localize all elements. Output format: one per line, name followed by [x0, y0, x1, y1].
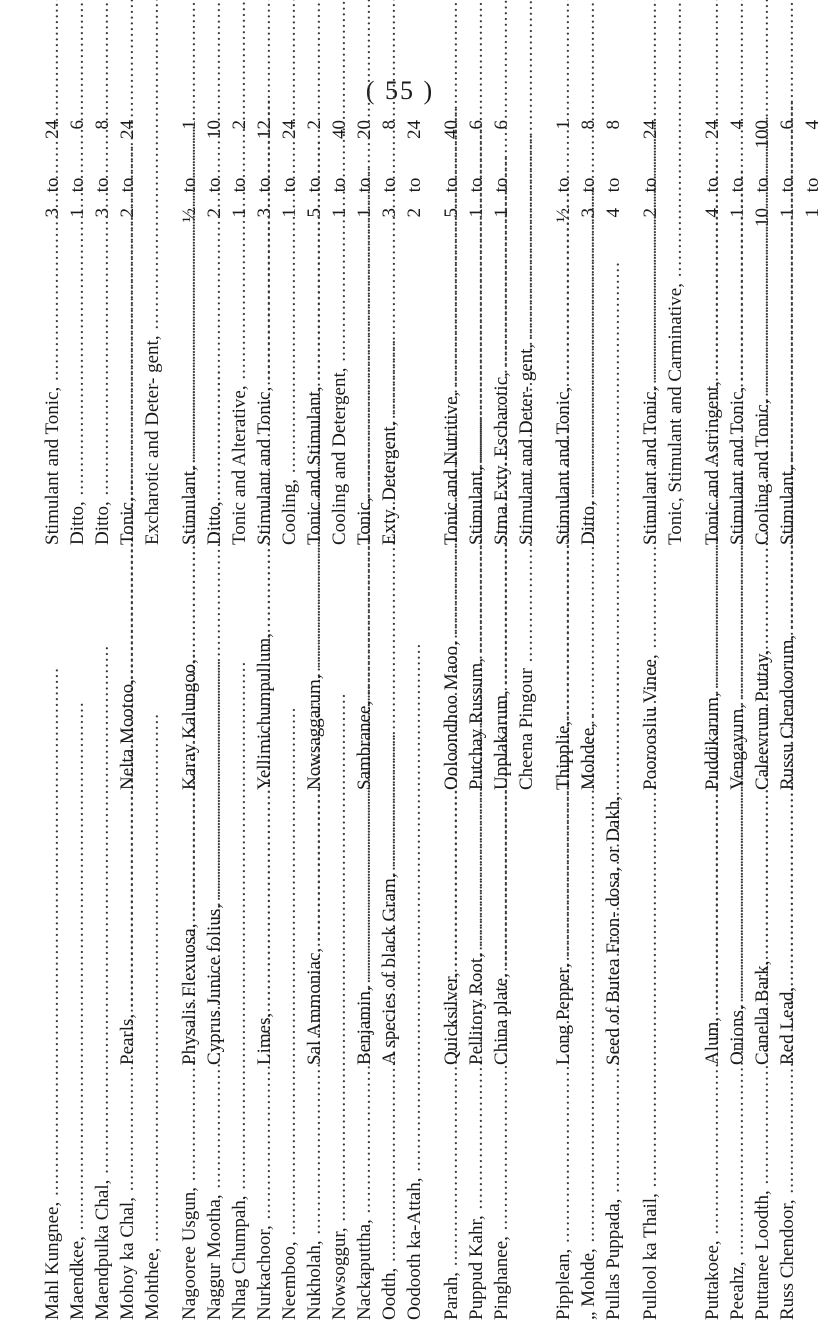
- table-row: [626, 120, 663, 1320]
- hindustani-name-cell: Nurkachoor, .....: [252, 1065, 277, 1320]
- english-name-cell: Alum, .....: [700, 790, 725, 1065]
- dose-to-word: to: [117, 177, 138, 193]
- dose-from: 3: [254, 208, 275, 218]
- dose-from: 2: [404, 208, 425, 218]
- dose-to-word: to: [441, 177, 462, 193]
- table-row: [277, 120, 302, 1320]
- hindustani-name-cell: Pinghanee, .....: [489, 1065, 514, 1320]
- english-name-cell: Long Pepper, .....: [551, 790, 576, 1065]
- dose-from: 3: [578, 208, 599, 218]
- tamil-name-cell: Vengayum, .....: [725, 545, 750, 790]
- dose-to: 4: [802, 120, 823, 130]
- tamil-name-cell: Upplakarum, .....: [489, 545, 514, 790]
- properties-cell: Exty. Detergent, .....: [377, 280, 402, 545]
- english-name-cell: China plate, .....: [489, 790, 514, 1065]
- dose-from: 2: [117, 208, 138, 218]
- hindustani-name-cell: Mohoy ka Chal, .....: [115, 1065, 140, 1320]
- tamil-name-cell: Cheena Pingour .....: [514, 545, 539, 790]
- hindustani-name-cell: Nukholah, .....: [302, 1065, 327, 1320]
- dose-to-word: to: [404, 177, 425, 193]
- tamil-name-cell: Puddikarum, .....: [700, 545, 725, 790]
- hindustani-name-cell: Nagooree Usgun, .....: [177, 1065, 202, 1320]
- table-row: [800, 120, 825, 1320]
- hindustani-name-cell: Neemboo, .....: [277, 1065, 302, 1320]
- dose-cell: [402, 120, 427, 280]
- properties-cell: Cooling and Tonic, .....: [750, 280, 775, 545]
- dose-to-word: to: [640, 177, 661, 193]
- english-name-cell: Quicksilver, .....: [439, 790, 464, 1065]
- hindustani-name-cell: Peeahz, .....: [725, 1065, 750, 1320]
- hindustani-name-cell: Puttanee Loodth, .....: [750, 1065, 775, 1320]
- hindustani-name-cell: Pullool ka Thail, .....: [638, 1065, 663, 1320]
- english-name-cell: Pellitory Root, .....: [464, 790, 489, 1065]
- dose-from: 1: [354, 208, 375, 218]
- dose-to: 40: [329, 120, 350, 139]
- dose-to: 24: [702, 120, 723, 139]
- dose-to-word: to: [42, 177, 63, 193]
- properties-cell: Stimulant and Tonic, .....: [551, 280, 576, 545]
- table-row: [489, 120, 514, 1320]
- dose-to: 24: [117, 120, 138, 139]
- dose-to: 8: [379, 120, 400, 130]
- properties-cell: Tonic and Astringent, .....: [700, 280, 725, 545]
- properties-cell: Cooling and Detergent, .....: [327, 280, 352, 545]
- dose-from: 1: [466, 208, 487, 218]
- hindustani-name-cell: Oodth, .....: [377, 1065, 402, 1320]
- table-row: [227, 120, 252, 1320]
- table-row: [302, 120, 327, 1320]
- table-row: [688, 120, 725, 1320]
- dose-to: 6: [491, 120, 512, 130]
- properties-cell: Ditto, .....: [576, 280, 601, 545]
- english-name-cell: Physalis Flexuosa, .....: [177, 790, 202, 1065]
- dose-to-word: to: [354, 177, 375, 193]
- dose-cell: [601, 120, 626, 280]
- english-name-cell: Cyprus Junice folius, .....: [202, 790, 227, 1065]
- hindustani-name-cell: Nowsoggur, .....: [327, 1065, 352, 1320]
- tamil-name-cell: Putchay Russum, .....: [464, 545, 489, 790]
- tamil-name-cell: Ooloondhoo Maoo, .....: [439, 545, 464, 790]
- dose-from: 1: [229, 208, 250, 218]
- tamil-name-cell: Sambranee, .....: [352, 545, 377, 790]
- dose-from: 1: [67, 208, 88, 218]
- properties-cell: Tonic and Nutritive, .....: [439, 280, 464, 545]
- properties-cell: Tonic, Stimulant and Carminative, .....: [663, 280, 688, 545]
- dose-to-word: to: [67, 177, 88, 193]
- dose-to: 2: [229, 120, 250, 130]
- tamil-name-cell: Pooroosliu Vinee, .....: [638, 545, 663, 790]
- english-name-cell: Sal Ammoniac, .....: [302, 790, 327, 1065]
- hindustani-name-cell: Mahl Kungnee, .....: [40, 1065, 65, 1320]
- table-row: [601, 120, 626, 1320]
- tamil-name-cell: Russu Chendoorum, .....: [775, 545, 800, 790]
- dosage-table: [40, 120, 823, 1320]
- properties-cell: Stimulant and Deter- gent, .....: [514, 280, 539, 545]
- english-name-cell: Limes, .....: [252, 790, 277, 1065]
- dose-to: 8: [578, 120, 599, 130]
- dose-to-word: to: [802, 177, 823, 193]
- dose-from: 3: [92, 208, 113, 218]
- page-number: ( 55 ): [365, 76, 435, 105]
- properties-cell: Tonic, .....: [115, 280, 140, 545]
- dose-to: 1: [179, 120, 200, 130]
- dose-from: 5: [304, 208, 325, 218]
- hindustani-name-cell: „ Mohde, .....: [576, 1065, 601, 1320]
- properties-cell: Stimulant and Tonic, .....: [638, 280, 663, 545]
- properties-cell: Stimulant, .....: [177, 280, 202, 545]
- properties-cell: Excharotic and Deter- gent, .....: [140, 280, 165, 545]
- tamil-name-cell: Nowsaggarum, .....: [302, 545, 327, 790]
- english-name-cell: Onions, .....: [725, 790, 750, 1065]
- dose-from: 4: [702, 208, 723, 218]
- table-row: [750, 120, 775, 1320]
- hindustani-name-cell: Russ Chendoor, .....: [775, 1065, 800, 1320]
- dose-from: 1: [777, 208, 798, 218]
- dose-to: 8: [603, 120, 624, 130]
- dose-to-word: to: [229, 177, 250, 193]
- dose-to: 2: [304, 120, 325, 130]
- table-row: [427, 120, 464, 1320]
- properties-cell: Stimulant and Tonic, .....: [40, 280, 65, 545]
- table-row: [202, 120, 227, 1320]
- dose-from: 1: [802, 208, 823, 218]
- table-row: [514, 120, 539, 1320]
- properties-cell: Ditto, .....: [202, 280, 227, 545]
- hindustani-name-cell: Pipplean, .....: [551, 1065, 576, 1320]
- dose-to-word: to: [329, 177, 350, 193]
- properties-cell: Stimulant and Tonic, .....: [725, 280, 750, 545]
- table-row: [539, 120, 576, 1320]
- dose-to-word: to: [578, 177, 599, 193]
- properties-cell: Stimulant, .....: [464, 280, 489, 545]
- tamil-name-cell: Karay Kalungoo, .....: [177, 545, 202, 790]
- properties-cell: Stma Exty. Escharotic, .....: [489, 280, 514, 545]
- dose-to-word: to: [204, 177, 225, 193]
- hindustani-name-cell: Maendpulka Chal, .....: [90, 1065, 115, 1320]
- table-row: [65, 120, 90, 1320]
- hindustani-name-cell: Oodooth ka-Attah, .....: [402, 1065, 427, 1320]
- tamil-name-cell: Yellimichumpullum, .....: [252, 545, 277, 790]
- dose-to: 1: [553, 120, 574, 130]
- dose-to: 24: [279, 120, 300, 139]
- dose-from: 2: [640, 208, 661, 218]
- dose-to-word: to: [304, 177, 325, 193]
- dose-to: 6: [67, 120, 88, 130]
- dose-to: 24: [640, 120, 661, 139]
- table-row: [140, 120, 165, 1320]
- table-row: [165, 120, 202, 1320]
- dose-from: 1: [279, 208, 300, 218]
- dose-to-word: to: [379, 177, 400, 193]
- english-name-cell: Pearls, .....: [115, 790, 140, 1065]
- dose-to: 24: [42, 120, 63, 139]
- dose-to-word: to: [179, 177, 200, 193]
- dose-from: 1: [329, 208, 350, 218]
- properties-cell: Ditto, .....: [65, 280, 90, 545]
- dose-to: 100: [752, 120, 773, 149]
- dose-to: 40: [441, 120, 462, 139]
- hindustani-name-cell: Nackaputtha, .....: [352, 1065, 377, 1320]
- english-name-cell: Benjamin, .....: [352, 790, 377, 1065]
- table-row: [327, 120, 352, 1320]
- table-row: [402, 120, 427, 1320]
- dose-to-word: to: [279, 177, 300, 193]
- dose-from: ½: [553, 208, 574, 223]
- hindustani-name-cell: Parah, .....: [439, 1065, 464, 1320]
- dose-to-word: to: [92, 177, 113, 193]
- dose-from: 1: [491, 208, 512, 218]
- hindustani-name-cell: Puppud Kahr, .....: [464, 1065, 489, 1320]
- dose-to: 12: [254, 120, 275, 139]
- properties-cell: Cooling, .....: [277, 280, 302, 545]
- dose-to: 10: [204, 120, 225, 139]
- dose-from: ½: [179, 208, 200, 223]
- tamil-name-cell: Mohdee, .....: [576, 545, 601, 790]
- table-row: [115, 120, 140, 1320]
- dose-to: 6: [466, 120, 487, 130]
- dose-to: 20: [354, 120, 375, 139]
- dose-to-word: to: [752, 177, 773, 193]
- tamil-name-cell: Thipplie, .....: [551, 545, 576, 790]
- properties-cell: Tonic and Stimulant, .....: [302, 280, 327, 545]
- table-row: [576, 120, 601, 1320]
- properties-cell: Stimulant, .....: [775, 280, 800, 545]
- table-row: [90, 120, 115, 1320]
- dose-to: 24: [404, 120, 425, 139]
- dose-to-word: to: [777, 177, 798, 193]
- hindustani-name-cell: Naggur Mootha, .....: [202, 1065, 227, 1320]
- english-name-cell: Red Lead, .....: [775, 790, 800, 1065]
- hindustani-name-cell: Puttakoee, .....: [700, 1065, 725, 1320]
- dose-to-word: to: [491, 177, 512, 193]
- dose-to: 6: [777, 120, 798, 130]
- dose-from: 3: [379, 208, 400, 218]
- hindustani-name-cell: Maendkee, .....: [65, 1065, 90, 1320]
- table-row: [725, 120, 750, 1320]
- dose-from: 10: [752, 208, 773, 227]
- hindustani-name-cell: Pullas Puppada, .....: [601, 1065, 626, 1320]
- dose-from: 4: [603, 208, 624, 218]
- dose-to: 8: [92, 120, 113, 130]
- dose-to: 4: [727, 120, 748, 130]
- dose-to-word: to: [254, 177, 275, 193]
- properties-cell: Tonic, .....: [352, 280, 377, 545]
- table-row: [775, 120, 800, 1320]
- table-row: [252, 120, 277, 1320]
- tamil-name-cell: Nelta Mootoo, .....: [115, 545, 140, 790]
- dose-from: 2: [204, 208, 225, 218]
- english-name-cell: Seed of Butea Fron- dosa, or Dakh, .....: [601, 790, 626, 1065]
- dose-from: 1: [727, 208, 748, 218]
- properties-cell: Stimulant and Tonic, .....: [252, 280, 277, 545]
- english-name-cell: Canella Bark, .....: [750, 790, 775, 1065]
- english-name-cell: A species of black Gram, .....: [377, 790, 402, 1065]
- dose-to-word: to: [702, 177, 723, 193]
- table-row: [352, 120, 377, 1320]
- hindustani-name-cell: Nhag Chumpah, .....: [227, 1065, 252, 1320]
- dose-to-word: to: [466, 177, 487, 193]
- dose-to-word: to: [727, 177, 748, 193]
- table-row: [464, 120, 489, 1320]
- table-row: [40, 120, 65, 1320]
- dose-from: 3: [42, 208, 63, 218]
- table-row: [377, 120, 402, 1320]
- properties-cell: Ditto, .....: [90, 280, 115, 545]
- table-row: [663, 120, 688, 1320]
- dose-to-word: to: [553, 177, 574, 193]
- hindustani-name-cell: Mohthee, .....: [140, 1065, 165, 1320]
- tamil-name-cell: Caleevrum Puttay, .....: [750, 545, 775, 790]
- dose-cell: [800, 120, 825, 280]
- dose-to-word: to: [603, 177, 624, 193]
- dose-from: 5: [441, 208, 462, 218]
- properties-cell: Tonic and Alterative, .....: [227, 280, 252, 545]
